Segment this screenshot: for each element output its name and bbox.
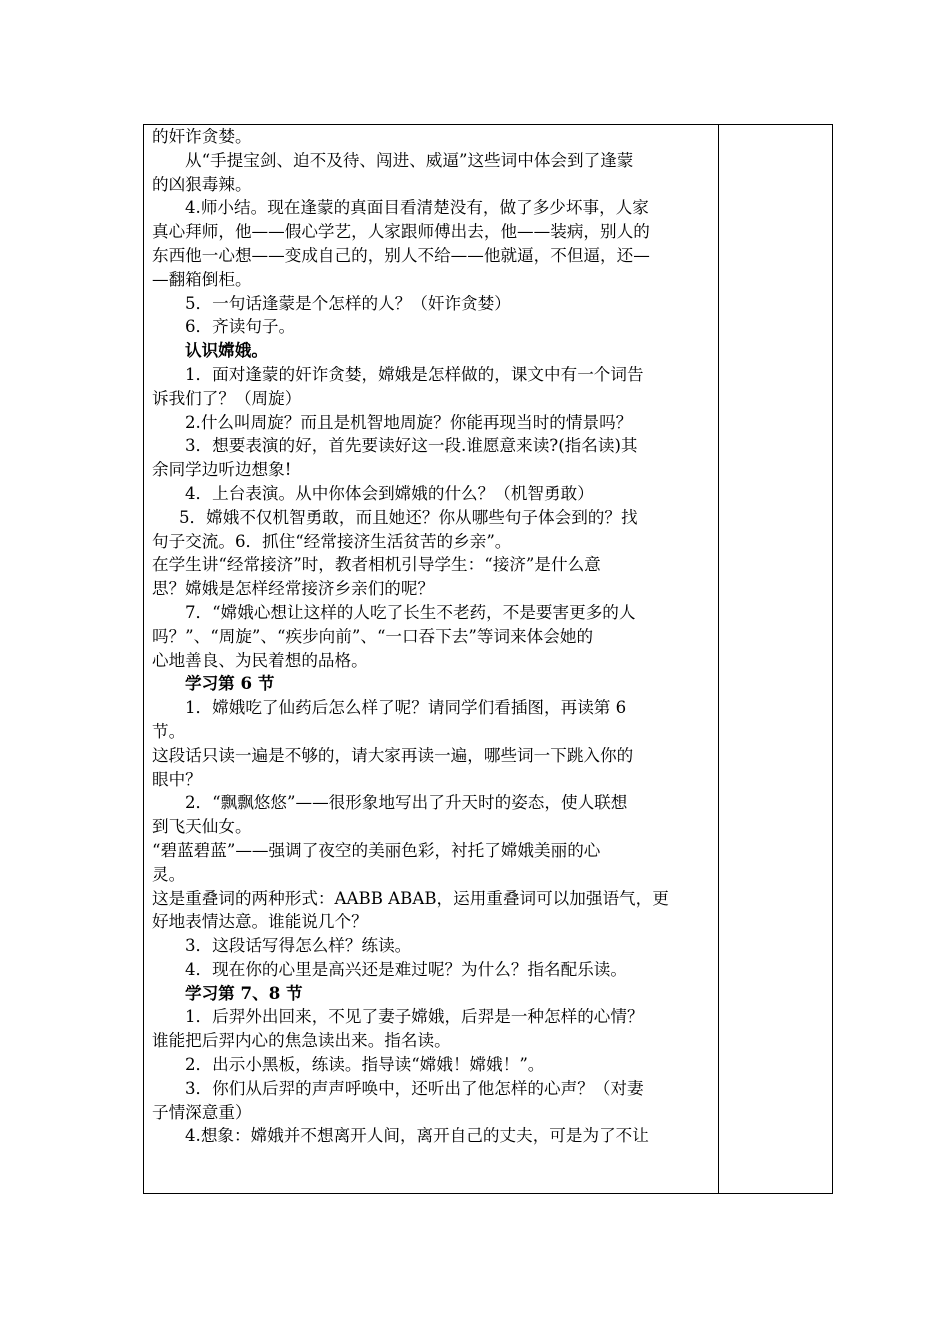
text-line: 心地善良、为民着想的品格。: [152, 650, 368, 670]
text-line: 1．面对逢蒙的奸诈贪婪，嫦娥是怎样做的，课文中有一个词告: [185, 364, 644, 384]
text-line: 子情深意重）: [152, 1102, 252, 1122]
text-line: 6．齐读句子。: [185, 317, 296, 337]
text-line: 7．“嫦娥心想让这样的人吃了长生不老药，不是要害更多的人: [185, 602, 636, 622]
lesson-content-cell: [144, 125, 718, 1193]
text-line: 到飞天仙女。: [152, 817, 252, 837]
text-line: 谁能把后羿内心的焦急读出来。指名读。: [152, 1031, 451, 1051]
text-line: 3．你们从后羿的声声呼唤中，还听出了他怎样的心声？（对妻: [185, 1078, 644, 1098]
text-line: 的凶狠毒辣。: [152, 174, 252, 194]
text-line: 3．这段话写得怎么样？练读。: [185, 936, 412, 956]
text-line: 3．想要表演的好，首先要读好这一段.谁愿意来读?(指名读)其: [185, 436, 638, 456]
text-line: 2．出示小黑板，练读。指导读“嫦娥！嫦娥！”。: [185, 1055, 545, 1075]
text-line: 认识嫦娥。: [185, 340, 268, 361]
text-line: 2.什么叫周旋？而且是机智地周旋？你能再现当时的情景吗？: [185, 412, 633, 432]
text-line: 这是重叠词的两种形式：AABB ABAB，运用重叠词可以加强语气，更: [152, 888, 669, 908]
text-line: 灵。: [152, 864, 186, 884]
text-line: 5．嫦娥不仅机智勇敢，而且她还？你从哪些句子体会到的？找: [179, 507, 638, 527]
text-line: 2．“飘飘悠悠”——很形象地写出了升天时的姿态，使人联想: [185, 793, 628, 813]
text-line: 思？嫦娥是怎样经常接济乡亲们的呢？: [152, 579, 435, 599]
text-line: 1．嫦娥吃了仙药后怎么样了呢？请同学们看插图，再读第 6: [185, 698, 627, 718]
text-line: 句子交流。6．抓住“经常接济生活贫苦的乡亲”。: [152, 531, 512, 551]
lesson-table: [143, 124, 833, 1194]
text-line: 眼中？: [152, 769, 202, 789]
text-line: 东西他一心想——变成自己的，别人不给——他就逼，不但逼，还—: [152, 245, 650, 265]
text-line: 4.师小结。现在逢蒙的真面目看清楚没有，做了多少坏事，人家: [185, 198, 649, 218]
text-line: 吗？”、“周旋”、“疾步向前”、“一口吞下去”等词来体会她的: [152, 626, 594, 646]
text-line: 学习第 6 节: [185, 673, 275, 694]
notes-cell: [719, 125, 832, 1193]
text-line: —翻箱倒柜。: [152, 269, 252, 289]
text-line: 4．上台表演。从中你体会到嫦娥的什么？（机智勇敢）: [185, 483, 594, 503]
text-line: 这段话只读一遍是不够的，请大家再读一遍，哪些词一下跳入你的: [152, 745, 634, 765]
text-line: 4．现在你的心里是高兴还是难过呢？为什么？指名配乐读。: [185, 959, 627, 979]
text-line: 在学生讲“经常接济”时，教者相机引导学生：“接济”是什么意: [152, 555, 601, 575]
text-line: 节。: [152, 721, 186, 741]
text-line: 学习第 7、8 节: [185, 982, 303, 1003]
text-line: “碧蓝碧蓝”——强调了夜空的美丽色彩，衬托了嫦娥美丽的心: [152, 840, 601, 860]
text-line: 诉我们了？（周旋）: [152, 388, 302, 408]
text-line: 从“手提宝剑、迫不及待、闯进、威逼”这些词中体会到了逢蒙: [185, 150, 634, 170]
text-line: 4.想象：嫦娥并不想离开人间，离开自己的丈夫，可是为了不让: [185, 1126, 649, 1146]
text-line: 好地表情达意。谁能说几个？: [152, 912, 368, 932]
text-line: 余同学边听边想象!: [152, 460, 292, 480]
text-line: 5．一句话逢蒙是个怎样的人？（奸诈贪婪）: [185, 293, 511, 313]
text-line: 真心拜师，他——假心学艺，人家跟师傅出去，他——装病，别人的: [152, 222, 650, 242]
text-line: 1．后羿外出回来，不见了妻子嫦娥，后羿是一种怎样的心情？: [185, 1007, 644, 1027]
text-line: 的奸诈贪婪。: [152, 127, 252, 146]
